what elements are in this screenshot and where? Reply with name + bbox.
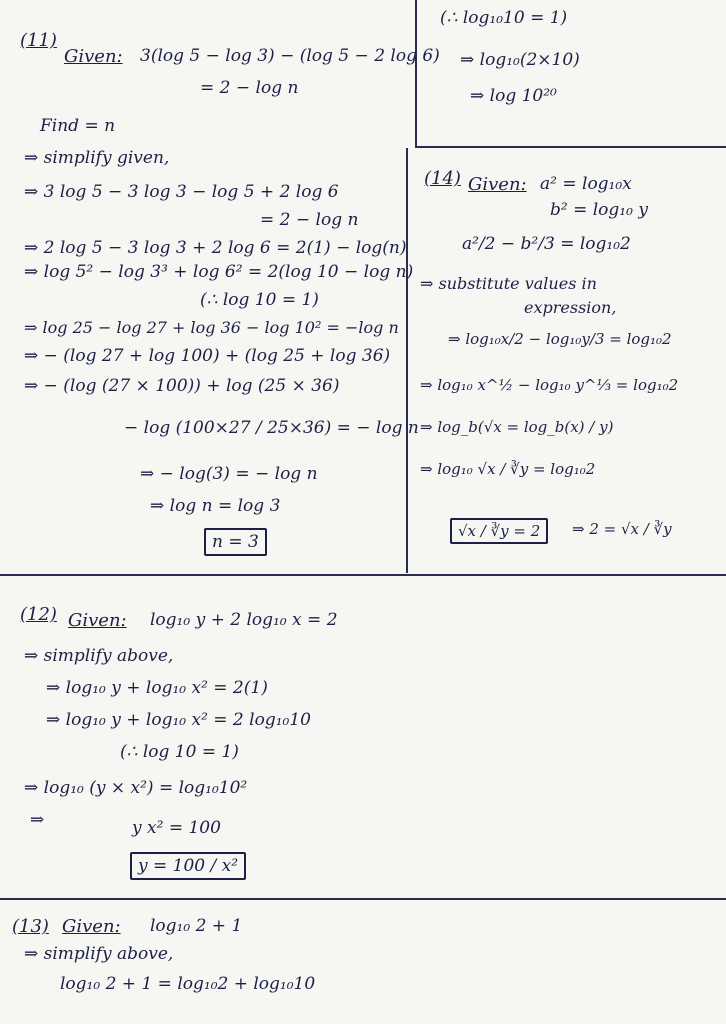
problem-12-line-5: ⇒ log₁₀ (y × x²) = log₁₀10² [24,778,248,798]
problem-14-given-label: Given: [468,174,527,195]
problem-14-line-2: expression, [524,298,617,317]
problem-11-line-5: ⇒ log 5² − log 3³ + log 6² = 2(log 10 − log n) [24,262,414,282]
problem-11-given-rhs: = 2 − log n [200,78,299,98]
problem-11-line-8: ⇒ − (log 27 + log 100) + (log 25 + log 36) [24,346,391,366]
problem-12-given-label: Given: [68,610,127,631]
problem-14-line-6: ⇒ log₁₀ √x / ∛y = log₁₀2 [420,460,596,478]
problem-11-line-1: ⇒ simplify given, [24,148,170,168]
vertical-divider [415,0,417,148]
problem-12-line-1: ⇒ simplify above, [24,646,174,666]
vertical-divider-lower [406,148,408,573]
problem-14-answer: √x / ∛y = 2 [450,518,548,544]
problem-11-line-7: ⇒ log 25 − log 27 + log 36 − log 10² = −log n [24,318,399,337]
problem-14-line-3: ⇒ log₁₀x/2 − log₁₀y/3 = log₁₀2 [448,330,672,348]
problem-12-answer: y = 100 / x² [130,852,246,880]
problem-11-number: (11) [20,30,57,51]
problem-14-given-1: a² = log₁₀x [540,174,632,194]
problem-13-line-1: ⇒ simplify above, [24,944,174,964]
problem-11-given-label: Given: [64,46,123,67]
problem-13-given-eq: log₁₀ 2 + 1 [150,916,243,936]
problem-12-given-eq: log₁₀ y + 2 log₁₀ x = 2 [150,610,338,630]
problem-12-line-6: ⇒ [30,810,45,830]
problem-14-given-3: a²/2 − b²/3 = log₁₀2 [462,234,631,254]
problem-14-number: (14) [424,168,461,189]
problem-13-given-label: Given: [62,916,121,937]
problem-14-given-2: b² = log₁₀ y [550,200,648,220]
problem-14-line-4: ⇒ log₁₀ x^½ − log₁₀ y^⅓ = log₁₀2 [420,376,679,394]
problem-11-line-6: (∴ log 10 = 1) [200,290,319,310]
problem-11-line-3: = 2 − log n [260,210,359,230]
note-log10-20: ⇒ log 10²⁰ [470,86,557,106]
problem-14-line-1: ⇒ substitute values in [420,274,597,293]
problem-13-line-2: log₁₀ 2 + 1 = log₁₀2 + log₁₀10 [60,974,316,994]
note-log10-2x10: ⇒ log₁₀(2×10) [460,50,580,70]
top-right-divider [415,146,726,148]
problem-11-given-eq: 3(log 5 − log 3) − (log 5 − 2 log 6) [140,46,440,66]
problem-12-line-7: y x² = 100 [132,818,221,838]
problem-12-line-3: ⇒ log₁₀ y + log₁₀ x² = 2 log₁₀10 [46,710,311,730]
problem-11-line-11: ⇒ − log(3) = − log n [140,464,318,484]
problem-13-number: (13) [12,916,49,937]
problem-12-line-2: ⇒ log₁₀ y + log₁₀ x² = 2(1) [46,678,268,698]
problem-11-line-12: ⇒ log n = log 3 [150,496,281,516]
problem-11-answer: n = 3 [204,528,267,556]
problem-11-find: Find = n [40,116,116,136]
problem-12-number: (12) [20,604,57,625]
middle-divider [0,574,726,576]
problem-11-line-10: − log (100×27 / 25×36) = − log n [124,418,419,438]
problem-14-line-7: ⇒ 2 = √x / ∛y [572,520,672,538]
problem-12-line-4: (∴ log 10 = 1) [120,742,239,762]
lower-divider [0,898,726,900]
problem-11-line-9: ⇒ − (log (27 × 100)) + log (25 × 36) [24,376,340,396]
problem-11-line-4: ⇒ 2 log 5 − 3 log 3 + 2 log 6 = 2(1) − log(n) [24,238,407,258]
problem-11-line-2: ⇒ 3 log 5 − 3 log 3 − log 5 + 2 log 6 [24,182,339,202]
note-log10-10: (∴ log₁₀10 = 1) [440,8,568,28]
problem-14-line-5: ⇒ log_b(√x = log_b(x) / y) [420,418,614,436]
